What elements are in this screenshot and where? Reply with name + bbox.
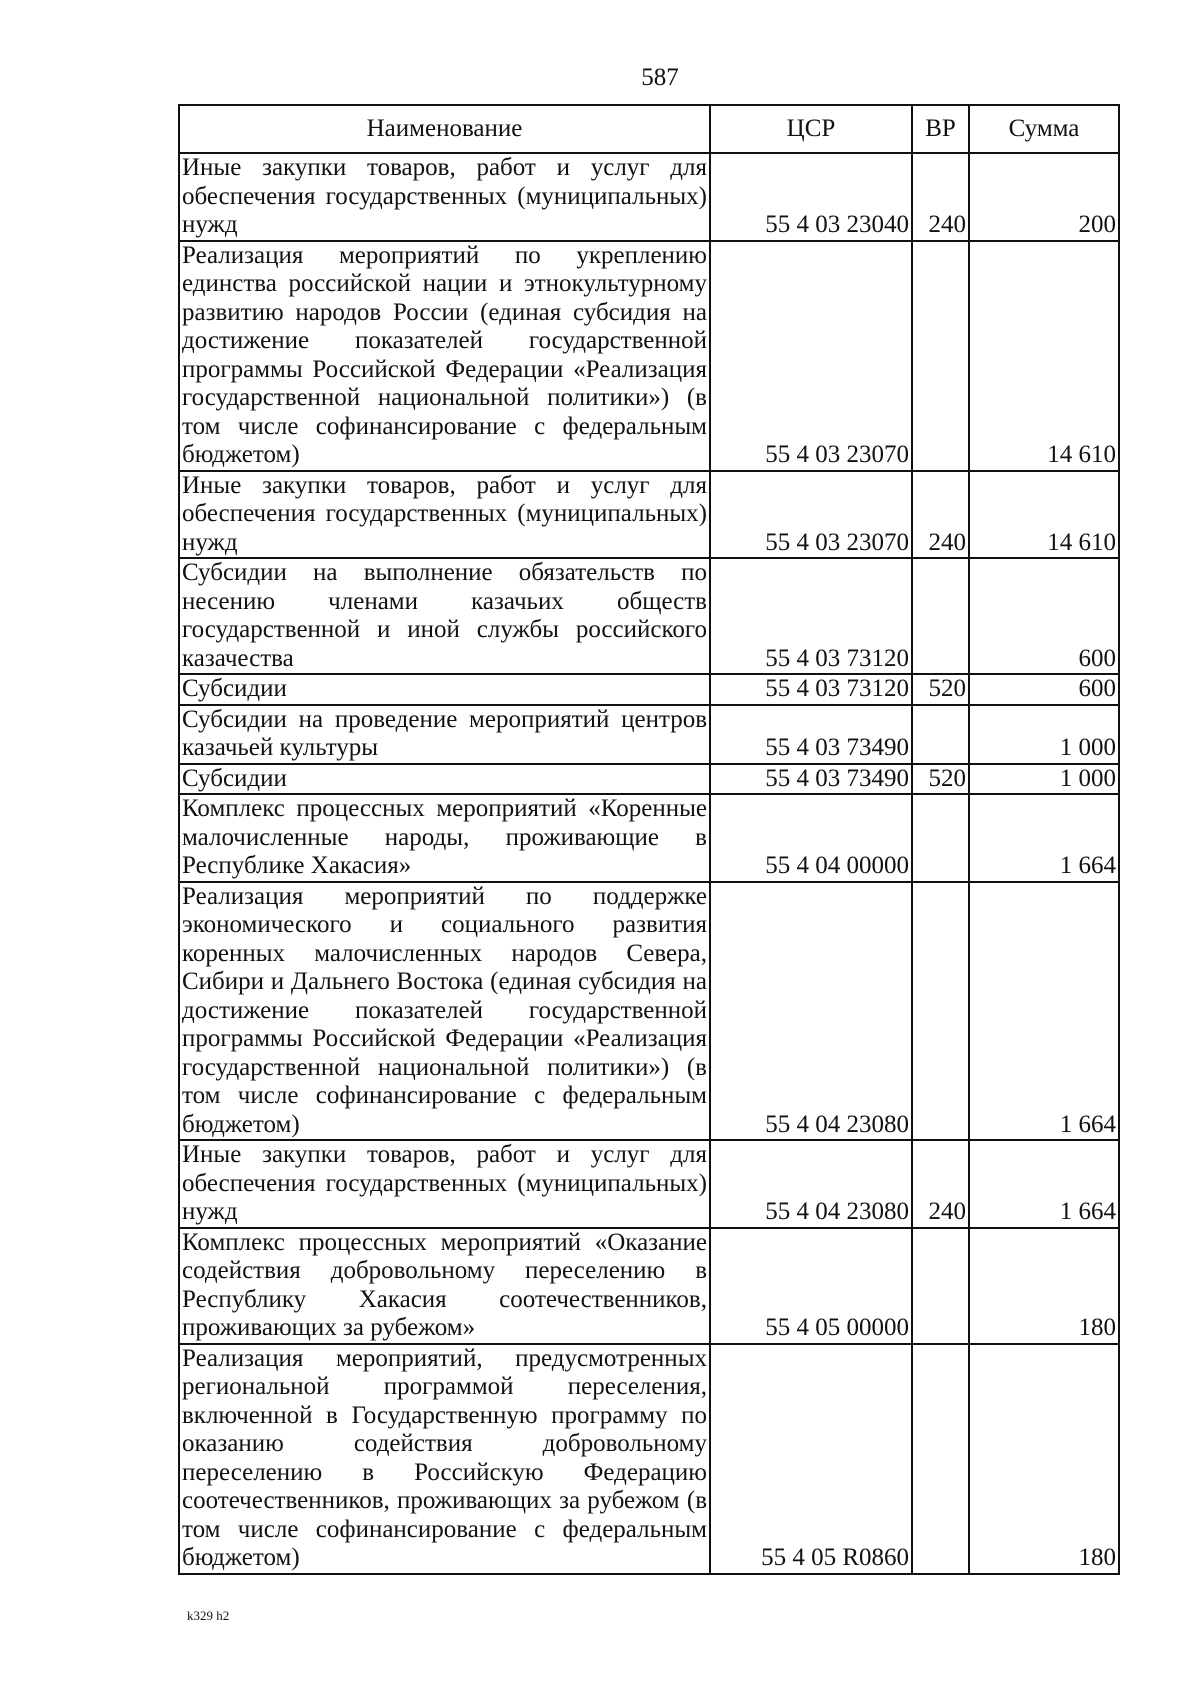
- vr-cell: [912, 558, 969, 674]
- csr-cell: 55 4 03 73120: [710, 558, 912, 674]
- table-body: [179, 153, 1119, 1574]
- table-row: [179, 882, 1119, 1141]
- name-cell: Субсидии: [179, 764, 710, 795]
- sum-cell: 200: [969, 153, 1119, 241]
- name-cell: Иные закупки товаров, работ и услуг для обеспечения государственных (муниципальных) нужд: [179, 153, 710, 241]
- table-row: [179, 1228, 1119, 1344]
- name-cell: Комплекс процессных мероприятий «Оказание содействия добровольному переселению в Республику Хакасия соотечественников, проживающих за рубежом»: [179, 1228, 710, 1344]
- table-row: [179, 153, 1119, 241]
- table-row: [179, 241, 1119, 471]
- name-cell: Комплекс процессных мероприятий «Коренные малочисленные народы, проживающие в Республике Хакасия»: [179, 794, 710, 882]
- sum-cell: 1 664: [969, 882, 1119, 1141]
- csr-cell: 55 4 03 73490: [710, 764, 912, 795]
- vr-cell: 240: [912, 471, 969, 559]
- name-cell: Иные закупки товаров, работ и услуг для обеспечения государственных (муниципальных) нужд: [179, 471, 710, 559]
- sum-cell: 14 610: [969, 471, 1119, 559]
- csr-cell: 55 4 05 R0860: [710, 1344, 912, 1574]
- vr-cell: [912, 794, 969, 882]
- vr-cell: [912, 705, 969, 764]
- page-number: 587: [641, 64, 679, 91]
- header-vr: ВР: [912, 105, 969, 153]
- budget-table: [178, 104, 1120, 1575]
- header-csr: ЦСР: [710, 105, 912, 153]
- budget-table-container: [178, 104, 1118, 1575]
- sum-cell: 1 664: [969, 794, 1119, 882]
- vr-cell: [912, 241, 969, 471]
- name-cell: Иные закупки товаров, работ и услуг для обеспечения государственных (муниципальных) нужд: [179, 1140, 710, 1228]
- vr-cell: [912, 1228, 969, 1344]
- name-cell: Субсидии на выполнение обязательств по несению членами казачьих обществ государственной и иной службы российского казачества: [179, 558, 710, 674]
- vr-cell: 240: [912, 1140, 969, 1228]
- csr-cell: 55 4 04 00000: [710, 794, 912, 882]
- name-cell: Субсидии: [179, 674, 710, 705]
- vr-cell: [912, 1344, 969, 1574]
- sum-cell: 180: [969, 1344, 1119, 1574]
- csr-cell: 55 4 05 00000: [710, 1228, 912, 1344]
- csr-cell: 55 4 03 23070: [710, 241, 912, 471]
- table-row: [179, 794, 1119, 882]
- name-cell: Реализация мероприятий, предусмотренных региональной программой переселения, включенной в Государственную программу по оказанию содействия добровольному переселению в Российскую Федерацию соотечественников, проживающих за рубежом (в том числе софинансирование с федеральным бюджетом): [179, 1344, 710, 1574]
- sum-cell: 1 664: [969, 1140, 1119, 1228]
- table-row: [179, 674, 1119, 705]
- csr-cell: 55 4 03 23040: [710, 153, 912, 241]
- table-row: [179, 471, 1119, 559]
- header-sum: Сумма: [969, 105, 1119, 153]
- vr-cell: 240: [912, 153, 969, 241]
- table-row: [179, 1140, 1119, 1228]
- table-header-row: [179, 105, 1119, 153]
- sum-cell: 600: [969, 558, 1119, 674]
- footer-code: k329 h2: [187, 1608, 230, 1623]
- vr-cell: 520: [912, 674, 969, 705]
- sum-cell: 14 610: [969, 241, 1119, 471]
- name-cell: Реализация мероприятий по поддержке экономического и социального развития коренных малочисленных народов Севера, Сибири и Дальнего Востока (единая субсидия на достижение показателей государственной программы Российской Федерации «Реализация государственной национальной политики») (в том числе софинансирование с федеральным бюджетом): [179, 882, 710, 1141]
- sum-cell: 600: [969, 674, 1119, 705]
- vr-cell: 520: [912, 764, 969, 795]
- table-row: [179, 1344, 1119, 1574]
- name-cell: Субсидии на проведение мероприятий центров казачьей культуры: [179, 705, 710, 764]
- sum-cell: 180: [969, 1228, 1119, 1344]
- csr-cell: 55 4 04 23080: [710, 882, 912, 1141]
- table-row: [179, 558, 1119, 674]
- sum-cell: 1 000: [969, 705, 1119, 764]
- table-row: [179, 705, 1119, 764]
- csr-cell: 55 4 04 23080: [710, 1140, 912, 1228]
- vr-cell: [912, 882, 969, 1141]
- csr-cell: 55 4 03 73120: [710, 674, 912, 705]
- table-row: [179, 764, 1119, 795]
- name-cell: Реализация мероприятий по укреплению единства российской нации и этнокультурному развитию народов России (единая субсидия на достижение показателей государственной программы Российской Федерации «Реализация государственной национальной политики») (в том числе софинансирование с федеральным бюджетом): [179, 241, 710, 471]
- csr-cell: 55 4 03 73490: [710, 705, 912, 764]
- sum-cell: 1 000: [969, 764, 1119, 795]
- header-name: Наименование: [179, 105, 710, 153]
- csr-cell: 55 4 03 23070: [710, 471, 912, 559]
